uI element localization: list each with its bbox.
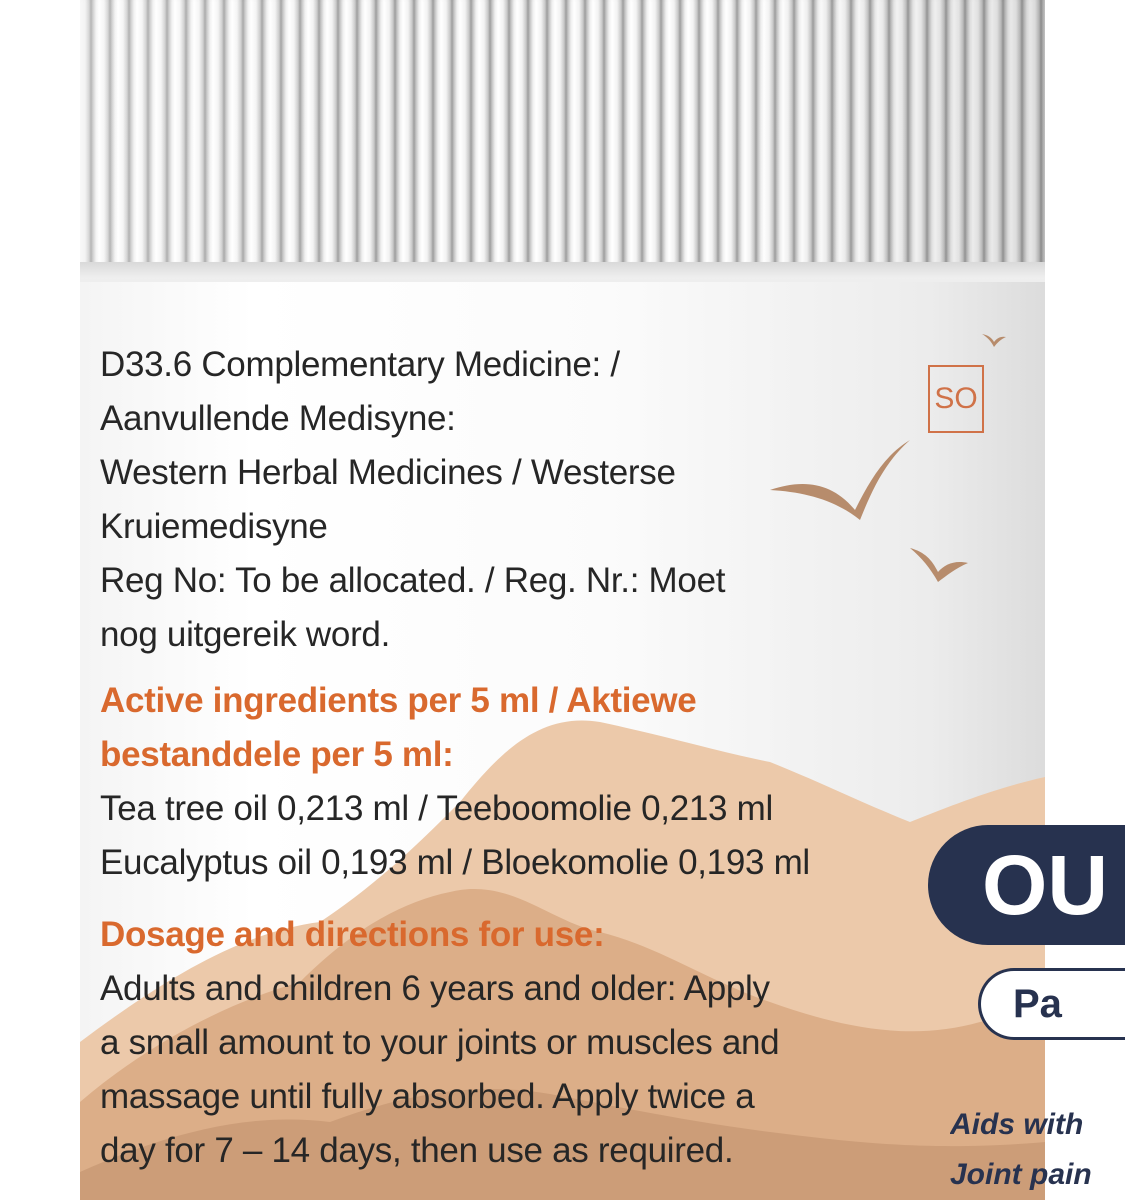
bird-tiny-icon xyxy=(982,334,1006,347)
dosage-line-2: a small amount to your joints or muscles and xyxy=(100,1023,780,1062)
category-line-2: Aanvullende Medisyne: xyxy=(100,399,456,438)
product-subtitle-fragment: Pa xyxy=(978,968,1125,1040)
schedule-badge: SO xyxy=(928,365,984,433)
dosage-heading: Dosage and directions for use: xyxy=(100,915,605,954)
category-line-4: Kruiemedisyne xyxy=(100,507,328,546)
aids-line-1: Aids with xyxy=(950,1108,1084,1141)
reg-line-1: Reg No: To be allocated. / Reg. Nr.: Moet xyxy=(100,561,726,600)
reg-line-2: nog uitgereik word. xyxy=(100,615,391,654)
category-line-1: D33.6 Complementary Medicine: / xyxy=(100,345,620,384)
ingredient-2: Eucalyptus oil 0,193 ml / Bloekomolie 0,193 ml xyxy=(100,843,810,882)
dosage-line-4: day for 7 – 14 days, then use as required. xyxy=(100,1131,734,1170)
ingredient-1: Tea tree oil 0,213 ml / Teeboomolie 0,213 ml xyxy=(100,789,773,828)
label-text xyxy=(100,338,930,1178)
front-claims xyxy=(950,1100,1125,1200)
brand-logo-fragment: OU xyxy=(928,825,1125,945)
ingredients-heading-1: Active ingredients per 5 ml / Aktiewe xyxy=(100,681,697,720)
aids-line-2: Joint pain xyxy=(950,1158,1092,1191)
dosage-line-3: massage until fully absorbed. Apply twice a xyxy=(100,1077,755,1116)
category-line-3: Western Herbal Medicines / Westerse xyxy=(100,453,676,492)
dosage-line-1: Adults and children 6 years and older: Apply xyxy=(100,969,770,1008)
ingredients-heading-2: bestanddele per 5 ml: xyxy=(100,735,454,774)
cap-shading xyxy=(80,0,1045,275)
